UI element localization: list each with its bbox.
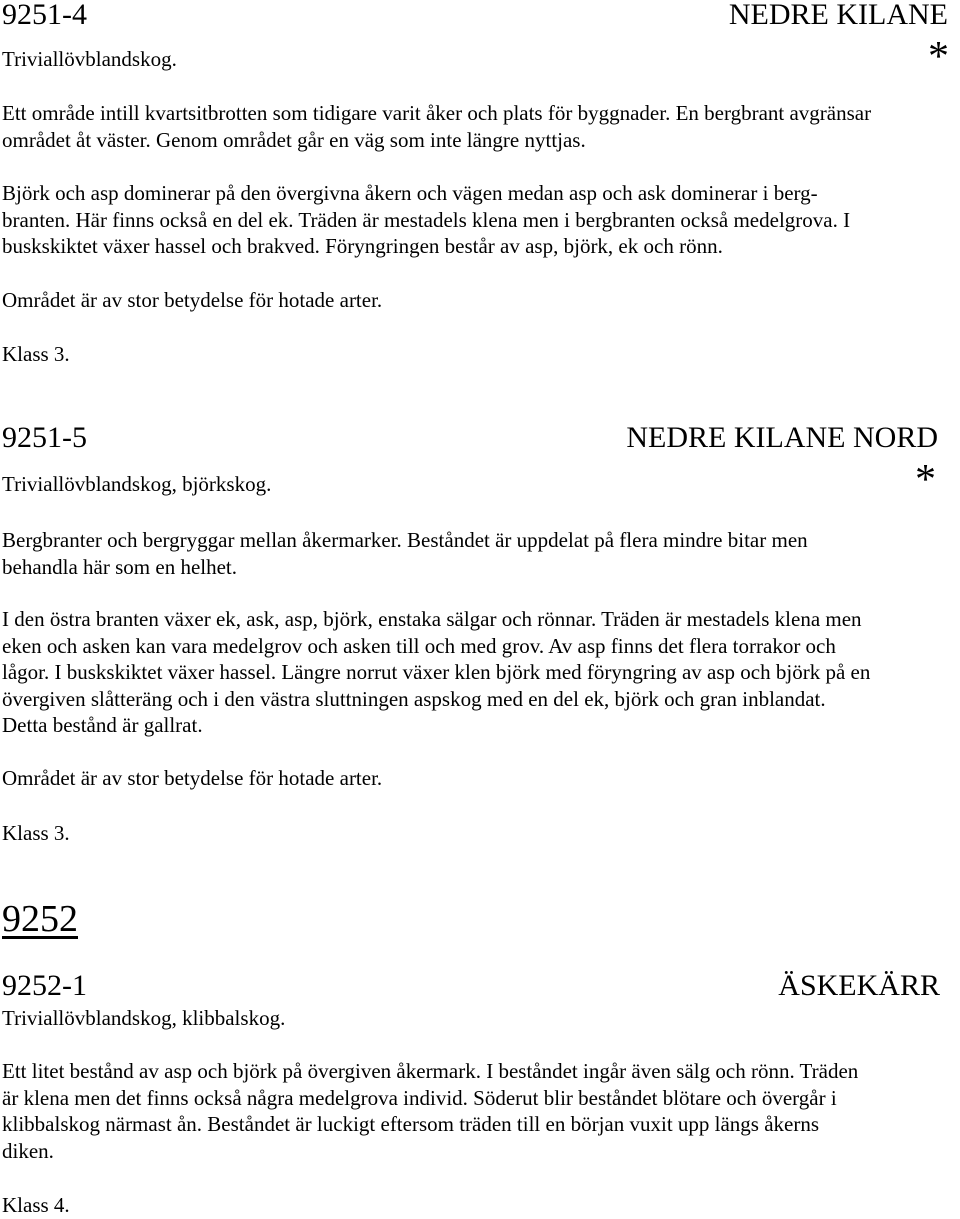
section-id: 9252-1 bbox=[2, 969, 87, 1002]
klass-line bbox=[2, 820, 70, 847]
paragraph bbox=[2, 287, 382, 314]
text-line: Området är av stor betydelse för hotade arter. bbox=[2, 766, 383, 790]
paragraph bbox=[2, 527, 808, 580]
text-line: området åt väster. Genom området går en väg som inte längre nyttjas. bbox=[2, 127, 586, 152]
section-name: ÄSKEKÄRR bbox=[778, 969, 940, 1002]
paragraph bbox=[2, 1058, 858, 1164]
klass-label: Klass bbox=[2, 342, 54, 366]
text-line: buskskiktet växer hassel och brakved. Föryngringen består av asp, björk, ek och rönn. bbox=[2, 234, 723, 258]
klass-label: Klass bbox=[2, 1193, 54, 1217]
text-line: Området är av stor betydelse för hotade arter. bbox=[2, 288, 383, 312]
klass-line bbox=[2, 1192, 70, 1219]
klass-line bbox=[2, 341, 70, 368]
forest-type: Triviallövblandskog, klibbalskog. bbox=[2, 1006, 286, 1030]
paragraph bbox=[2, 180, 850, 260]
forest-type: Triviallövblandskog. bbox=[2, 47, 177, 71]
section-id: 9251-5 bbox=[2, 421, 87, 454]
text-line: Björk och asp dominerar på den övergivna åkern och vägen medan asp och ask dominerar i berg- bbox=[2, 181, 818, 205]
text-line: diken. bbox=[2, 1138, 54, 1163]
paragraph bbox=[2, 606, 870, 739]
klass-value: 3. bbox=[53, 342, 70, 366]
text-line: eken och asken kan vara medelgrov och asken till och med grov. Av asp finns det flera torrakor och bbox=[2, 633, 836, 658]
section-name: NEDRE KILANE NORD bbox=[626, 421, 938, 454]
group-heading: 9252 bbox=[2, 898, 78, 940]
text-line: branten. Här finns också en del ek. Träden är mestadels klena men i bergbranten också medelgrova. I bbox=[2, 207, 851, 232]
paragraph bbox=[2, 765, 382, 792]
paragraph bbox=[2, 100, 871, 153]
section-id: 9251-4 bbox=[2, 0, 87, 31]
forest-type: Triviallövblandskog, björkskog. bbox=[2, 472, 272, 496]
text-line: I den östra branten växer ek, ask, asp, björk, enstaka sälgar och rönnar. Träden är mestadels klena men bbox=[2, 607, 862, 631]
text-line: behandla här som en helhet. bbox=[2, 554, 237, 579]
text-line: Ett litet bestånd av asp och björk på övergiven åkermark. I beståndet ingår även sälg och rönn. Träden bbox=[2, 1059, 859, 1083]
text-line: Ett område intill kvartsitbrotten som tidigare varit åker och plats för byggnader. En bergbrant avgränsar bbox=[2, 101, 872, 125]
section-name: NEDRE KILANE bbox=[728, 0, 948, 31]
star-mark: * bbox=[928, 34, 949, 80]
text-line: övergiven slåtteräng och i den västra sluttningen aspskog med en del ek, björk och gran inblandat. bbox=[2, 686, 826, 711]
text-line: är klena men det finns också några medelgrova individ. Söderut blir beståndet blötare och övergår i bbox=[2, 1085, 837, 1110]
klass-value: 3. bbox=[53, 821, 70, 845]
klass-value: 4. bbox=[53, 1193, 70, 1217]
text-line: klibbalskog närmast ån. Beståndet är luckigt eftersom träden till en början vuxit upp längs åkerns bbox=[2, 1112, 820, 1136]
klass-label: Klass bbox=[2, 821, 54, 845]
star-mark: * bbox=[915, 457, 936, 503]
text-line: Bergbranter och bergryggar mellan åkermarker. Beståndet är uppdelat på flera mindre bitar men bbox=[2, 528, 808, 552]
text-line: Detta bestånd är gallrat. bbox=[2, 713, 203, 737]
text-line: lågor. I buskskiktet växer hassel. Längre norrut växer klen björk med föryngring av asp och björk på en bbox=[2, 660, 871, 684]
